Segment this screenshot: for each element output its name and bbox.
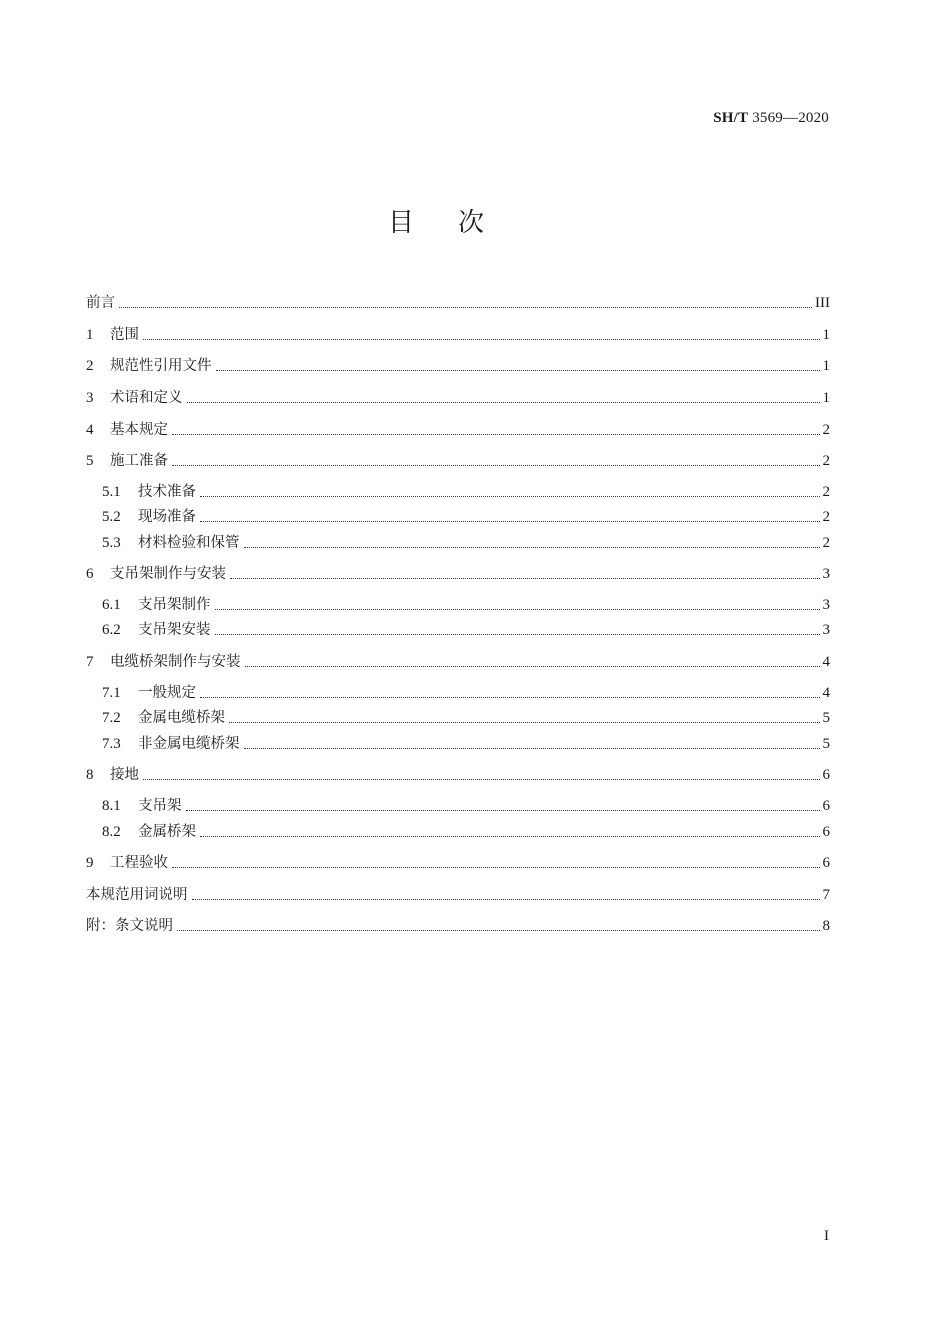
- toc-dot-leader: [172, 434, 820, 435]
- toc-dot-leader: [200, 697, 820, 698]
- toc-entry-title: 现场准备: [138, 509, 196, 525]
- toc-entry-title: 施工准备: [110, 453, 168, 469]
- toc-dot-leader: [143, 339, 820, 340]
- toc-dot-leader: [143, 779, 820, 780]
- toc-entry-number: 8: [86, 767, 94, 783]
- page-number: I: [824, 1228, 829, 1244]
- toc-entry[interactable]: [86, 852, 830, 874]
- toc-dot-leader: [215, 634, 820, 635]
- toc-entry-title: 材料检验和保管: [138, 535, 240, 551]
- toc-entry-page: 2: [822, 453, 830, 469]
- toc-entry[interactable]: [86, 324, 830, 346]
- toc-dot-leader: [200, 496, 820, 497]
- toc-entry[interactable]: [102, 707, 830, 729]
- toc-entry[interactable]: [102, 506, 830, 528]
- toc-entry-title: 工程验收: [110, 855, 168, 871]
- toc-entry[interactable]: [102, 532, 830, 554]
- toc-entry[interactable]: [102, 594, 830, 616]
- toc-entry-page: 3: [822, 622, 830, 638]
- toc-entry-page: 3: [822, 597, 830, 613]
- toc-entry-title: 术语和定义: [110, 390, 183, 406]
- toc-entry-page: 2: [822, 422, 830, 438]
- toc-entry-number: 9: [86, 855, 94, 871]
- toc-entry-number: 6: [86, 566, 94, 582]
- toc-entry-page: 6: [822, 798, 830, 814]
- toc-entry-title: 前言: [86, 295, 115, 311]
- toc-entry-number: 6.1: [102, 597, 121, 613]
- toc-entry-page: 1: [822, 358, 830, 374]
- toc-entry-page: 2: [822, 509, 830, 525]
- toc-entry[interactable]: [86, 450, 830, 472]
- toc-entry-page: 6: [822, 824, 830, 840]
- toc-entry-title: 支吊架: [138, 798, 182, 814]
- toc-entry-number: 5.1: [102, 484, 121, 500]
- toc-entry-title: 一般规定: [138, 685, 196, 701]
- toc-entry-title: 支吊架制作: [138, 597, 211, 613]
- toc-entry[interactable]: [102, 682, 830, 704]
- toc-entry-number: 5.3: [102, 535, 121, 551]
- toc-entry[interactable]: [86, 292, 830, 314]
- toc-dot-leader: [119, 307, 812, 308]
- toc-entry[interactable]: [86, 764, 830, 786]
- toc-entry-page: 3: [822, 566, 830, 582]
- toc-entry[interactable]: [86, 915, 830, 937]
- toc-dot-leader: [186, 810, 820, 811]
- toc-entry-title: 技术准备: [138, 484, 196, 500]
- toc-entry-number: 4: [86, 422, 94, 438]
- toc-entry-title: 本规范用词说明: [86, 887, 188, 903]
- toc-entry-page: 5: [822, 736, 830, 752]
- toc-entry-number: 7.1: [102, 685, 121, 701]
- toc-entry-title: 范围: [110, 327, 139, 343]
- toc-dot-leader: [245, 666, 820, 667]
- toc-entry[interactable]: [86, 884, 830, 906]
- toc-entry-title: 规范性引用文件: [110, 358, 212, 374]
- toc-entry-page: 1: [822, 327, 830, 343]
- toc-entry-page: 8: [822, 918, 830, 934]
- standard-prefix: SH/T: [713, 110, 749, 126]
- toc-entry-title: 附：条文说明: [86, 918, 173, 934]
- toc-dot-leader: [177, 930, 820, 931]
- toc-entry-number: 5: [86, 453, 94, 469]
- toc-entry[interactable]: [86, 563, 830, 585]
- toc-entry-page: 4: [822, 654, 830, 670]
- toc-entry-number: 1: [86, 327, 94, 343]
- toc-entry-page: 2: [822, 484, 830, 500]
- toc-entry-page: 6: [822, 855, 830, 871]
- toc-dot-leader: [172, 867, 820, 868]
- toc-entry-page: 7: [822, 887, 830, 903]
- toc-dot-leader: [229, 722, 820, 723]
- toc-entry[interactable]: [102, 619, 830, 641]
- toc-entry-page: III: [815, 295, 830, 311]
- toc-entry[interactable]: [86, 419, 830, 441]
- toc-entry-page: 4: [822, 685, 830, 701]
- standard-code: [713, 110, 829, 127]
- toc-dot-leader: [244, 748, 820, 749]
- toc-entry-title: 支吊架安装: [138, 622, 211, 638]
- toc-entry-number: 5.2: [102, 509, 121, 525]
- toc-dot-leader: [192, 899, 820, 900]
- toc-entry[interactable]: [86, 651, 830, 673]
- toc-dot-leader: [200, 836, 820, 837]
- toc-entry[interactable]: [86, 387, 830, 409]
- toc-entry-title: 基本规定: [110, 422, 168, 438]
- toc-dot-leader: [215, 609, 820, 610]
- toc-entry-title: 电缆桥架制作与安装: [110, 654, 241, 670]
- toc-entry[interactable]: [102, 733, 830, 755]
- toc-entry-number: 7: [86, 654, 94, 670]
- toc-dot-leader: [244, 547, 820, 548]
- standard-number: 3569—2020: [748, 110, 829, 126]
- toc-entry-number: 3: [86, 390, 94, 406]
- toc-entry-number: 8.1: [102, 798, 121, 814]
- toc-entry-number: 7.3: [102, 736, 121, 752]
- toc-entry-title: 非金属电缆桥架: [138, 736, 240, 752]
- toc-dot-leader: [230, 578, 820, 579]
- toc-entry[interactable]: [102, 795, 830, 817]
- toc-entry-number: 7.2: [102, 710, 121, 726]
- toc-entry-page: 5: [822, 710, 830, 726]
- toc-entry-title: 接地: [110, 767, 139, 783]
- toc-entry[interactable]: [86, 355, 830, 377]
- toc-dot-leader: [187, 402, 820, 403]
- toc-dot-leader: [172, 465, 820, 466]
- toc-entry-title: 金属电缆桥架: [138, 710, 225, 726]
- toc-dot-leader: [216, 370, 820, 371]
- toc-dot-leader: [200, 521, 820, 522]
- toc-title: 目次: [387, 208, 528, 238]
- toc-entry-title: 金属桥架: [138, 824, 196, 840]
- toc-entry-number: 2: [86, 358, 94, 374]
- toc-entry[interactable]: [102, 481, 830, 503]
- toc-entry[interactable]: [102, 821, 830, 843]
- toc-entry-page: 2: [822, 535, 830, 551]
- toc-entry-number: 6.2: [102, 622, 121, 638]
- toc-entry-page: 1: [822, 390, 830, 406]
- toc-entry-number: 8.2: [102, 824, 121, 840]
- toc-entry-title: 支吊架制作与安装: [110, 566, 226, 582]
- toc-entry-page: 6: [822, 767, 830, 783]
